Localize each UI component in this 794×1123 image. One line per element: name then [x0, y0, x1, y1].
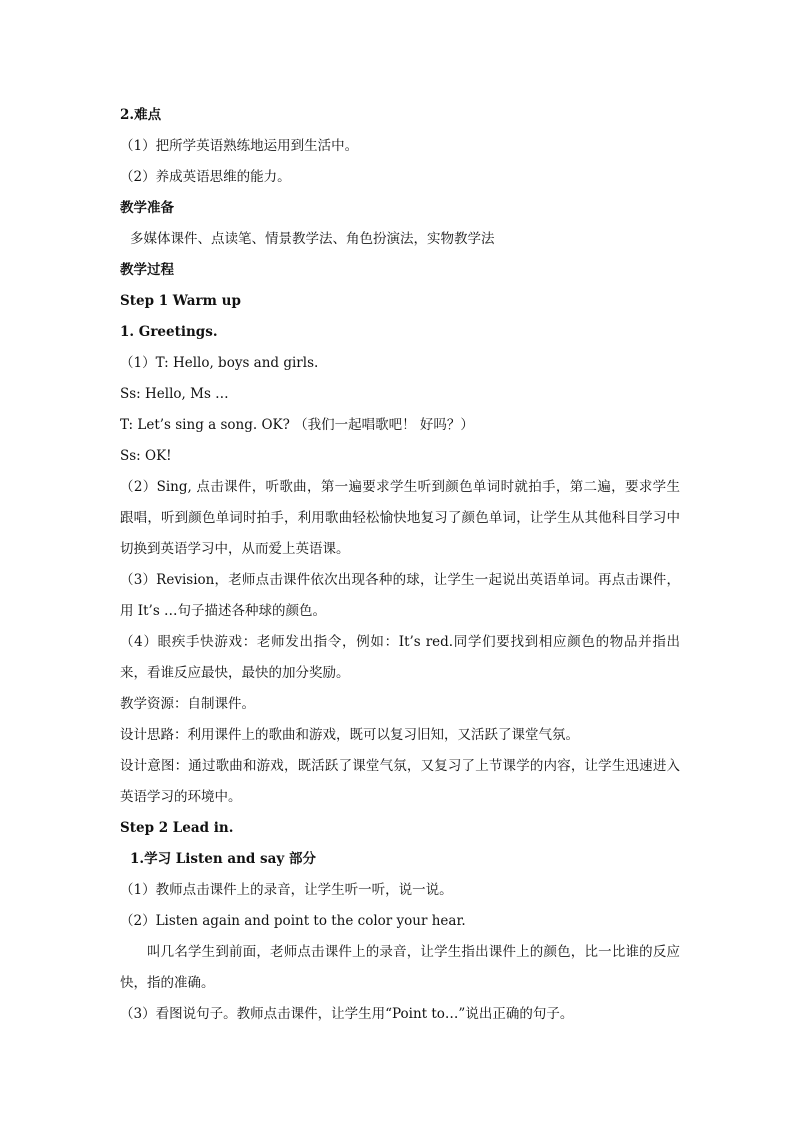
design-idea: 设计思路：利用课件上的歌曲和游戏，既可以复习旧知，又活跃了课堂气氛。: [120, 727, 579, 743]
greetings-heading: 1. Greetings.: [120, 324, 218, 340]
greeting-line-1: （1）T: Hello, boys and girls.: [120, 355, 319, 371]
revision-paragraph: （3）Revision，老师点击课件依次出现各种的球，让学生一起说出英语单词。再点击课件，用 It’s …句子描述各种球的颜色。: [120, 572, 680, 619]
step2-heading: Step 2 Lead in.: [120, 820, 234, 836]
design-intent: 设计意图：通过歌曲和游戏，既活跃了课堂气氛，又复习了上节课学的内容，让学生迅速进入英语学习的环境中。: [120, 758, 680, 805]
document-body: [120, 100, 680, 1030]
prep-heading: 教学准备: [120, 200, 174, 216]
game-paragraph: （4）眼疾手快游戏：老师发出指令，例如：It’s red.同学们要找到相应颜色的物品并指出来，看谁反应最快，最快的加分奖励。: [120, 634, 680, 681]
song-paragraph: （2）Sing, 点击课件，听歌曲，第一遍要求学生听到颜色单词时就拍手，第二遍，要求学生跟唱，听到颜色单词时拍手，利用歌曲轻松愉快地复习了颜色单词，让学生从其他科目学习中切换到英语学习中，从而爱上英语课。: [120, 479, 680, 557]
difficulty-heading: 2.难点: [120, 107, 162, 123]
listen-item-3: （3）看图说句子。教师点击课件，让学生用“Point to…”说出正确的句子。: [120, 1006, 574, 1022]
greeting-line-3: T: Let’s sing a song. OK? （我们一起唱歌吧！ 好吗？）: [120, 417, 474, 433]
teaching-resource: 教学资源：自制课件。: [120, 696, 255, 712]
process-heading: 教学过程: [120, 262, 174, 278]
difficulty-item-2: （2）养成英语思维的能力。: [120, 169, 291, 185]
greeting-line-4: Ss: OK!: [120, 448, 172, 464]
step1-heading: Step 1 Warm up: [120, 293, 241, 309]
listen-item-2: （2）Listen again and point to the color your hear.: [120, 913, 466, 929]
prep-text: 多媒体课件、点读笔、情景教学法、角色扮演法，实物教学法: [130, 231, 495, 247]
listen-say-heading: 1.学习 Listen and say 部分: [130, 851, 316, 867]
listen-item-2-detail: 叫几名学生到前面，老师点击课件上的录音，让学生指出课件上的颜色，比一比谁的反应快，指的准确。: [120, 944, 680, 991]
greeting-line-2: Ss: Hello, Ms …: [120, 386, 229, 402]
listen-item-1: （1）教师点击课件上的录音，让学生听一听，说一说。: [120, 882, 453, 898]
difficulty-item-1: （1）把所学英语熟练地运用到生活中。: [120, 138, 359, 154]
